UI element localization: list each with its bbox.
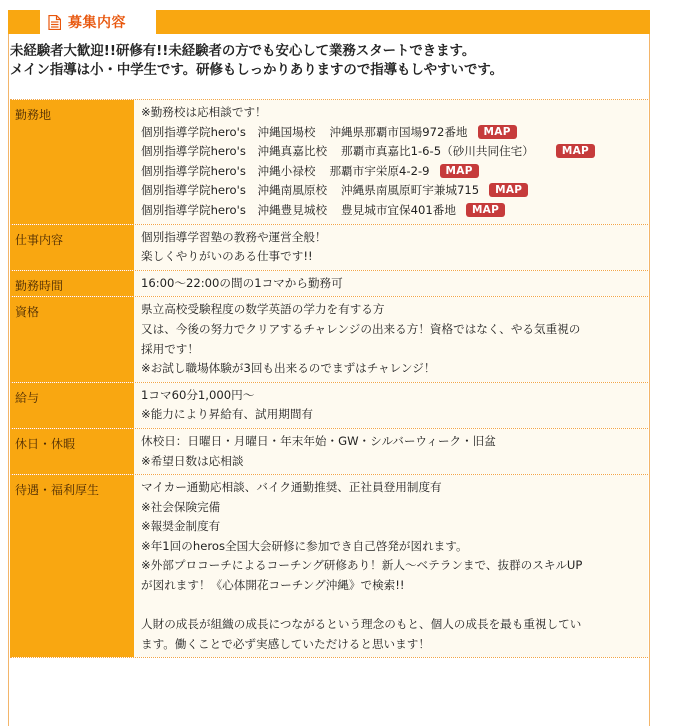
school-address: 豊見城市宜保401番地: [341, 202, 456, 217]
row-benefits: [10, 475, 648, 658]
row-label: 待遇・福利厚生: [10, 475, 134, 657]
row-label: 休日・休暇: [10, 429, 134, 474]
value-line: 採用です！: [141, 341, 199, 356]
map-button[interactable]: MAP: [489, 183, 528, 197]
row-qualification: [10, 297, 648, 382]
value-line: マイカー通勤応相談、バイク通勤推奨、正社員登用制度有: [141, 480, 442, 495]
school-address: 那覇市宇栄原4-2-9: [329, 163, 430, 178]
value-line: ※報奨金制度有: [141, 519, 221, 534]
school-address: 那覇市真嘉比1-6-5（砂川共同住宅）: [341, 144, 534, 159]
school-address: 沖縄県南風原町宇兼城715: [341, 183, 480, 198]
row-label: 勤務地: [10, 100, 134, 224]
row-value: [134, 100, 648, 224]
value-line: ※お試し職場体験が3回も出来るのでまずはチャレンジ！: [141, 361, 436, 376]
map-button[interactable]: MAP: [556, 144, 595, 158]
row-salary: [10, 383, 648, 429]
section-header-tab: [40, 10, 156, 34]
row-label: 給与: [10, 383, 134, 428]
value-line: 又は、今後の努力でクリアするチャレンジの出来る方！資格ではなく、やる気重視の: [141, 321, 581, 336]
row-label: 仕事内容: [10, 225, 134, 270]
row-value: [134, 429, 648, 474]
location-note: ※勤務校は応相談です！: [141, 105, 267, 119]
value-line: 楽しくやりがいのある仕事です!!: [141, 249, 313, 264]
school-entry: [141, 201, 648, 221]
value-line: 県立高校受験程度の数学英語の学力を有する方: [141, 302, 385, 317]
school-address: 沖縄県那覇市国場972番地: [329, 124, 468, 139]
school-entry: [141, 123, 648, 143]
value-line: 人財の成長が組織の成長につながるという理念のもと、個人の成長を最も重視してい: [141, 617, 582, 632]
value-line: が図れます！《心体開花コーチング沖縄》で検索!!: [141, 578, 405, 593]
row-value: [134, 297, 648, 381]
row-location: [10, 100, 648, 225]
school-entry: [141, 142, 648, 162]
value-line: ※社会保険完備: [141, 499, 221, 514]
school-name: 個別指導学院hero's 沖縄真嘉比校: [141, 144, 328, 159]
section-title: 募集内容: [68, 15, 126, 31]
map-button[interactable]: MAP: [478, 125, 517, 139]
row-value: [134, 383, 648, 428]
value-line: 16:00〜22:00の間の1コマから勤務可: [141, 275, 343, 290]
value-line: ※年1回のheros全国大会研修に参加でき自己啓発が図れます。: [141, 538, 468, 553]
row-value: [134, 225, 648, 270]
blank-line: [141, 596, 648, 616]
value-line: 休校日：日曜日・月曜日・年末年始・GW・シルバーウィーク・旧盆: [141, 433, 496, 448]
row-label: 資格: [10, 297, 134, 381]
row-label: 勤務時間: [10, 271, 134, 297]
value-line: ます。働くことで必ず実感していただけると思います！: [141, 636, 430, 651]
school-name: 個別指導学院hero's 沖縄国場校: [141, 124, 316, 139]
row-value: [134, 271, 648, 297]
school-entry: [141, 162, 648, 182]
school-name: 個別指導学院hero's 沖縄小禄校: [141, 163, 316, 178]
school-entry: [141, 181, 648, 201]
value-line: ※能力により昇給有、試用期間有: [141, 407, 314, 422]
intro-text: [10, 42, 650, 80]
row-value: [134, 475, 648, 657]
value-line: ※希望日数は応相談: [141, 453, 244, 468]
value-line: ※外部プロコーチによるコーチング研修あり！新人〜ベテランまで、抜群のスキルUP: [141, 558, 583, 573]
section-header-bar: [8, 10, 650, 34]
row-hours: [10, 271, 648, 298]
intro-line: 未経験者大歓迎!!研修有!!未経験者の方でも安心して業務スタートできます。: [10, 44, 476, 59]
intro-line: メイン指導は小・中学生です。研修もしっかりありますので指導もしやすいです。: [10, 63, 504, 78]
value-line: 1コマ60分1,000円〜: [141, 387, 255, 402]
value-line: 個別指導学習塾の教務や運営全般！: [141, 229, 327, 244]
row-holidays: [10, 429, 648, 475]
document-icon: [48, 15, 61, 30]
map-button[interactable]: MAP: [466, 203, 505, 217]
school-name: 個別指導学院hero's 沖縄豊見城校: [141, 202, 328, 217]
row-job: [10, 225, 648, 271]
school-name: 個別指導学院hero's 沖縄南風原校: [141, 183, 328, 198]
recruitment-table: [10, 99, 648, 658]
map-button[interactable]: MAP: [440, 164, 479, 178]
